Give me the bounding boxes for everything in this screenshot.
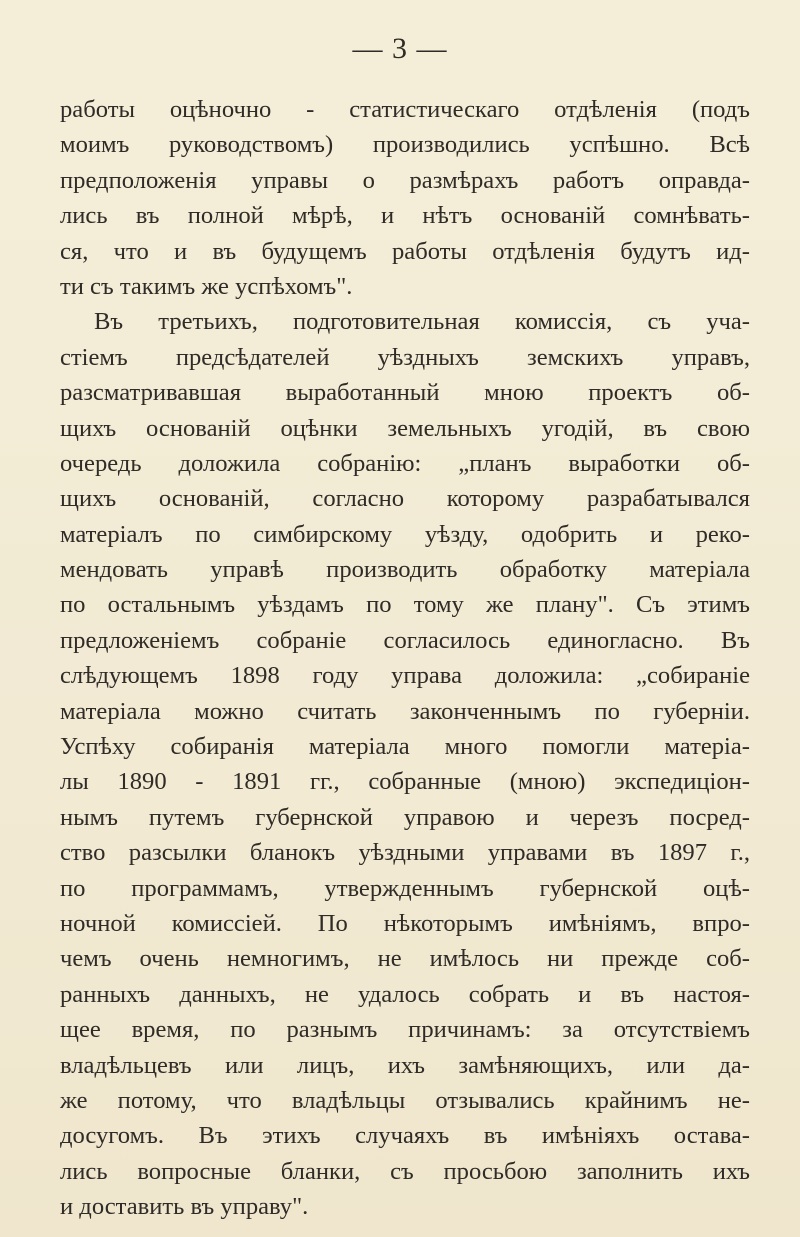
text-line: ство разсылки бланокъ уѣздными управами въ 1897 г., — [60, 839, 750, 867]
text-line: лись въ полной мѣрѣ, и нѣтъ основаній сомнѣвать- — [60, 202, 750, 230]
text-line: предположенія управы о размѣрахъ работъ оправда- — [60, 166, 750, 194]
text-line: ранныхъ данныхъ, не удалось собрать и въ настоя- — [60, 980, 750, 1008]
text-line: нымъ путемъ губернской управою и черезъ посред- — [60, 803, 750, 831]
text-line: лись вопросные бланки, съ просьбою заполнить ихъ — [60, 1157, 750, 1185]
text-line: мендовать управѣ производить обработку матеріала — [60, 556, 750, 584]
text-line: лы 1890 - 1891 гг., собранные (мною) экспедиціон- — [60, 768, 750, 796]
text-line: по остальнымъ уѣздамъ по тому же плану". Съ этимъ — [60, 591, 750, 619]
text-line: владѣльцевъ или лицъ, ихъ замѣняющихъ, или да- — [60, 1051, 750, 1079]
text-line: матеріалъ по симбирскому уѣзду, одобрить и реко- — [60, 520, 750, 548]
text-line: щихъ основаній, согласно которому разрабатывался — [60, 485, 750, 513]
text-line: разсматривавшая выработанный мною проектъ об- — [60, 379, 750, 407]
text-line: матеріала можно считать законченнымъ по губерніи. — [60, 697, 750, 725]
text-line: чемъ очень немногимъ, не имѣлось ни прежде соб- — [60, 945, 750, 973]
text-line: работы оцѣночно - статистическаго отдѣленія (подъ — [60, 96, 750, 123]
text-line: щее время, по разнымъ причинамъ: за отсутствіемъ — [60, 1016, 750, 1044]
text-line: ти съ такимъ же успѣхомъ". — [60, 272, 353, 300]
text-line: слѣдующемъ 1898 году управа доложила: „собираніе — [60, 662, 750, 690]
text-line: ся, что и въ будущемъ работы отдѣленія будутъ ид- — [60, 237, 750, 265]
text-line: досугомъ. Въ этихъ случаяхъ въ имѣніяхъ остава- — [60, 1122, 750, 1150]
text-line: щихъ основаній оцѣнки земельныхъ угодій, въ свою — [60, 414, 750, 442]
body-text — [60, 92, 750, 1225]
paragraph-start-line: Въ третьихъ, подготовительная комиссія, съ уча- — [94, 308, 750, 336]
text-line: очередь доложила собранію: „планъ выработки об- — [60, 449, 750, 477]
text-line: моимъ руководствомъ) производились успѣшно. Всѣ — [60, 131, 750, 159]
text-line: предложеніемъ собраніе согласилось единогласно. Въ — [60, 626, 750, 654]
text-line: по программамъ, утвержденнымъ губернской оцѣ- — [60, 874, 750, 902]
text-line: же потому, что владѣльцы отзывались крайнимъ не- — [60, 1086, 750, 1114]
text-line: Успѣху собиранія матеріала много помогли матеріа- — [60, 733, 750, 761]
text-line: ночной комиссіей. По нѣкоторымъ имѣніямъ, впро- — [60, 909, 750, 937]
text-line: стіемъ предсѣдателей уѣздныхъ земскихъ управъ, — [60, 343, 750, 371]
page-number: — 3 — — [352, 32, 448, 65]
text-line: и доставить въ управу". — [60, 1193, 309, 1221]
